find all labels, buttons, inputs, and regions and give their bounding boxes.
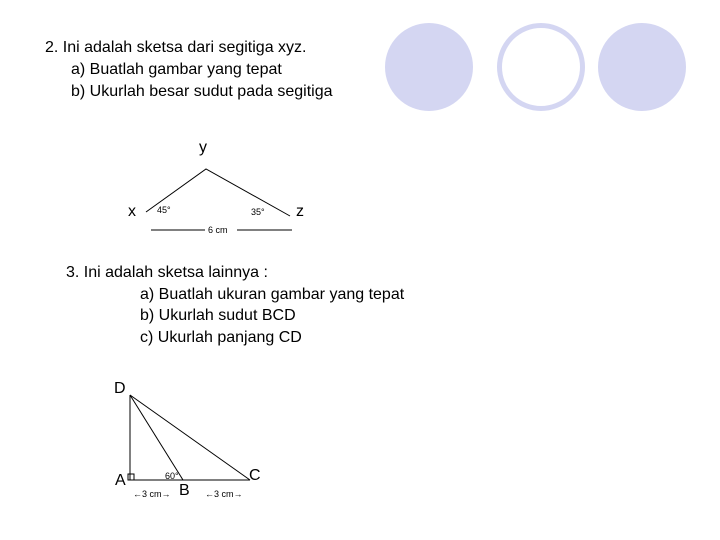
question-3-part-c: c) Ukurlah panjang CD	[140, 329, 302, 346]
vertex-d-label: D	[114, 380, 126, 397]
question-2-title: 2. Ini adalah sketsa dari segitiga xyz.	[45, 39, 307, 56]
question-2-part-a: a) Buatlah gambar yang tepat	[71, 61, 282, 78]
question-3-title: 3. Ini adalah sketsa lainnya :	[66, 264, 268, 281]
bc-length-label: ←3 cm→	[205, 489, 243, 499]
angle-x-label: 45°	[157, 205, 171, 215]
question-3-part-b: b) Ukurlah sudut BCD	[140, 307, 296, 324]
vertex-b-label: B	[179, 482, 190, 499]
vertex-x-label: x	[128, 203, 136, 220]
base-length-label: 6 cm	[208, 225, 228, 235]
vertex-z-label: z	[296, 203, 304, 220]
angle-z-label: 35°	[251, 207, 265, 217]
question-2-part-b: b) Ukurlah besar sudut pada segitiga	[71, 83, 333, 100]
vertex-a-label: A	[115, 472, 126, 489]
question-3-part-a: a) Buatlah ukuran gambar yang tepat	[140, 286, 405, 303]
vertex-y-label: y	[199, 139, 207, 156]
triangle-dabc-shape	[128, 395, 250, 480]
ab-length-label: ←3 cm→	[133, 489, 171, 499]
vertex-c-label: C	[249, 467, 261, 484]
angle-b-label: 60°	[165, 471, 179, 481]
